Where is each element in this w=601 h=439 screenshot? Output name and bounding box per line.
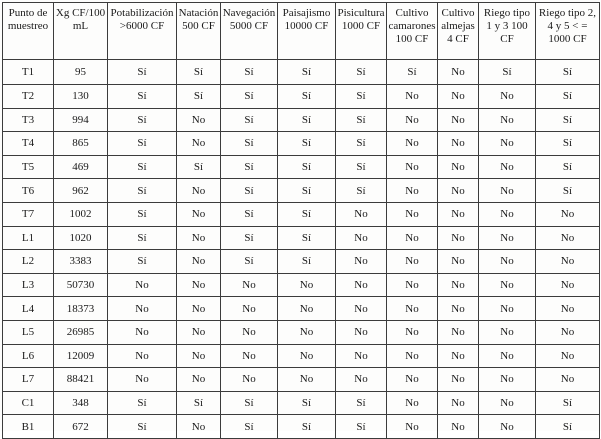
suitability-cell: Sí bbox=[336, 179, 387, 203]
suitability-cell: Sí bbox=[536, 415, 600, 439]
suitability-cell: No bbox=[177, 415, 221, 439]
column-header: Cultivo almejas 4 CF bbox=[438, 3, 479, 60]
suitability-cell: Sí bbox=[108, 108, 177, 132]
coliform-count-cell: 1002 bbox=[54, 202, 108, 226]
suitability-cell: No bbox=[536, 250, 600, 274]
suitability-cell: No bbox=[177, 368, 221, 392]
suitability-cell: Sí bbox=[336, 132, 387, 156]
suitability-cell: No bbox=[479, 179, 536, 203]
suitability-cell: No bbox=[479, 202, 536, 226]
suitability-cell: No bbox=[438, 179, 479, 203]
suitability-cell: No bbox=[387, 368, 438, 392]
suitability-cell: No bbox=[536, 297, 600, 321]
suitability-cell: No bbox=[479, 297, 536, 321]
table-row bbox=[3, 85, 600, 109]
suitability-cell: Sí bbox=[536, 108, 600, 132]
suitability-cell: No bbox=[177, 179, 221, 203]
table-row bbox=[3, 415, 600, 439]
suitability-cell: Sí bbox=[221, 415, 278, 439]
suitability-cell: Sí bbox=[336, 415, 387, 439]
suitability-cell: No bbox=[177, 273, 221, 297]
sample-point-cell: C1 bbox=[3, 391, 54, 415]
suitability-cell: Sí bbox=[221, 85, 278, 109]
suitability-cell: No bbox=[177, 344, 221, 368]
suitability-cell: No bbox=[336, 297, 387, 321]
suitability-cell: No bbox=[177, 250, 221, 274]
coliform-count-cell: 18373 bbox=[54, 297, 108, 321]
coliform-count-cell: 88421 bbox=[54, 368, 108, 392]
suitability-cell: No bbox=[387, 179, 438, 203]
suitability-cell: No bbox=[177, 202, 221, 226]
suitability-cell: No bbox=[479, 391, 536, 415]
suitability-cell: Sí bbox=[336, 155, 387, 179]
suitability-cell: Sí bbox=[536, 132, 600, 156]
suitability-cell: No bbox=[438, 344, 479, 368]
suitability-cell: Sí bbox=[536, 60, 600, 85]
suitability-cell: Sí bbox=[536, 391, 600, 415]
suitability-cell: Sí bbox=[108, 415, 177, 439]
suitability-cell: No bbox=[438, 202, 479, 226]
suitability-cell: No bbox=[479, 226, 536, 250]
suitability-cell: No bbox=[479, 132, 536, 156]
suitability-cell: No bbox=[479, 108, 536, 132]
suitability-cell: Sí bbox=[479, 60, 536, 85]
suitability-cell: No bbox=[479, 273, 536, 297]
suitability-cell: No bbox=[177, 108, 221, 132]
suitability-cell: Sí bbox=[108, 391, 177, 415]
suitability-cell: No bbox=[336, 226, 387, 250]
table-row bbox=[3, 391, 600, 415]
suitability-cell: No bbox=[438, 391, 479, 415]
coliform-count-cell: 1020 bbox=[54, 226, 108, 250]
suitability-cell: No bbox=[177, 320, 221, 344]
sample-point-cell: T7 bbox=[3, 202, 54, 226]
suitability-cell: No bbox=[221, 320, 278, 344]
table-row bbox=[3, 250, 600, 274]
coliform-count-cell: 865 bbox=[54, 132, 108, 156]
suitability-cell: Sí bbox=[536, 179, 600, 203]
suitability-cell: Sí bbox=[108, 179, 177, 203]
sample-point-cell: L2 bbox=[3, 250, 54, 274]
suitability-cell: Sí bbox=[221, 250, 278, 274]
sample-point-cell: L1 bbox=[3, 226, 54, 250]
suitability-cell: Sí bbox=[278, 415, 336, 439]
suitability-cell: No bbox=[221, 273, 278, 297]
suitability-cell: No bbox=[278, 320, 336, 344]
suitability-cell: No bbox=[278, 344, 336, 368]
suitability-cell: No bbox=[438, 297, 479, 321]
table-row bbox=[3, 320, 600, 344]
sample-point-cell: T4 bbox=[3, 132, 54, 156]
suitability-cell: No bbox=[108, 344, 177, 368]
suitability-cell: No bbox=[108, 320, 177, 344]
suitability-cell: No bbox=[387, 273, 438, 297]
coliform-count-cell: 469 bbox=[54, 155, 108, 179]
suitability-cell: No bbox=[479, 320, 536, 344]
suitability-cell: Sí bbox=[177, 85, 221, 109]
suitability-cell: No bbox=[387, 108, 438, 132]
suitability-cell: No bbox=[387, 250, 438, 274]
suitability-cell: Sí bbox=[536, 85, 600, 109]
suitability-cell: No bbox=[536, 320, 600, 344]
suitability-cell: Sí bbox=[278, 108, 336, 132]
coliform-count-cell: 672 bbox=[54, 415, 108, 439]
sample-point-cell: L7 bbox=[3, 368, 54, 392]
suitability-cell: Sí bbox=[278, 179, 336, 203]
suitability-cell: No bbox=[438, 108, 479, 132]
coliform-count-cell: 3383 bbox=[54, 250, 108, 274]
suitability-cell: No bbox=[336, 368, 387, 392]
suitability-cell: Sí bbox=[108, 85, 177, 109]
coliform-count-cell: 95 bbox=[54, 60, 108, 85]
suitability-cell: Sí bbox=[278, 132, 336, 156]
suitability-cell: No bbox=[438, 415, 479, 439]
sample-point-cell: L4 bbox=[3, 297, 54, 321]
suitability-cell: No bbox=[108, 368, 177, 392]
column-header: Riego tipo 1 y 3 100 CF bbox=[479, 3, 536, 60]
water-use-table bbox=[2, 2, 600, 439]
coliform-count-cell: 26985 bbox=[54, 320, 108, 344]
coliform-count-cell: 348 bbox=[54, 391, 108, 415]
sample-point-cell: T2 bbox=[3, 85, 54, 109]
suitability-cell: No bbox=[387, 85, 438, 109]
suitability-cell: No bbox=[438, 368, 479, 392]
column-header: Cultivo camarones 100 CF bbox=[387, 3, 438, 60]
suitability-cell: No bbox=[479, 250, 536, 274]
table-row bbox=[3, 368, 600, 392]
suitability-cell: No bbox=[336, 273, 387, 297]
suitability-cell: No bbox=[336, 202, 387, 226]
table-row bbox=[3, 297, 600, 321]
suitability-cell: Sí bbox=[221, 108, 278, 132]
suitability-cell: No bbox=[536, 202, 600, 226]
suitability-cell: No bbox=[479, 368, 536, 392]
table-row bbox=[3, 155, 600, 179]
suitability-cell: No bbox=[177, 132, 221, 156]
suitability-cell: No bbox=[387, 155, 438, 179]
suitability-cell: No bbox=[536, 368, 600, 392]
table-row bbox=[3, 108, 600, 132]
suitability-cell: Sí bbox=[221, 391, 278, 415]
suitability-cell: No bbox=[438, 273, 479, 297]
column-header: Riego tipo 2, 4 y 5 < = 1000 CF bbox=[536, 3, 600, 60]
suitability-cell: No bbox=[387, 415, 438, 439]
column-header: Punto de muestreo bbox=[3, 3, 54, 60]
suitability-cell: Sí bbox=[336, 60, 387, 85]
suitability-cell: Sí bbox=[108, 60, 177, 85]
suitability-cell: No bbox=[536, 226, 600, 250]
coliform-count-cell: 12009 bbox=[54, 344, 108, 368]
suitability-cell: No bbox=[438, 250, 479, 274]
suitability-cell: Sí bbox=[177, 391, 221, 415]
suitability-cell: No bbox=[387, 344, 438, 368]
suitability-cell: No bbox=[387, 391, 438, 415]
suitability-cell: Sí bbox=[278, 60, 336, 85]
suitability-cell: No bbox=[479, 344, 536, 368]
header-row bbox=[3, 3, 600, 60]
suitability-cell: Sí bbox=[108, 226, 177, 250]
suitability-cell: No bbox=[221, 368, 278, 392]
suitability-cell: Sí bbox=[336, 391, 387, 415]
suitability-cell: No bbox=[479, 85, 536, 109]
suitability-cell: Sí bbox=[108, 202, 177, 226]
coliform-count-cell: 130 bbox=[54, 85, 108, 109]
suitability-cell: Sí bbox=[278, 85, 336, 109]
suitability-cell: No bbox=[479, 155, 536, 179]
sample-point-cell: L5 bbox=[3, 320, 54, 344]
suitability-cell: No bbox=[278, 368, 336, 392]
coliform-count-cell: 50730 bbox=[54, 273, 108, 297]
suitability-cell: No bbox=[221, 297, 278, 321]
suitability-cell: No bbox=[387, 297, 438, 321]
table-row bbox=[3, 226, 600, 250]
suitability-cell: Sí bbox=[221, 132, 278, 156]
suitability-cell: Sí bbox=[177, 155, 221, 179]
suitability-cell: Sí bbox=[336, 108, 387, 132]
sample-point-cell: L3 bbox=[3, 273, 54, 297]
suitability-cell: Sí bbox=[177, 60, 221, 85]
suitability-cell: No bbox=[438, 60, 479, 85]
suitability-cell: No bbox=[278, 297, 336, 321]
suitability-cell: No bbox=[387, 132, 438, 156]
suitability-cell: Sí bbox=[108, 155, 177, 179]
suitability-cell: No bbox=[108, 297, 177, 321]
column-header: Xg CF/100 mL bbox=[54, 3, 108, 60]
suitability-cell: No bbox=[278, 273, 336, 297]
suitability-cell: No bbox=[336, 250, 387, 274]
suitability-cell: Sí bbox=[221, 155, 278, 179]
suitability-cell: Sí bbox=[387, 60, 438, 85]
sample-point-cell: T6 bbox=[3, 179, 54, 203]
suitability-cell: Sí bbox=[336, 85, 387, 109]
sample-point-cell: L6 bbox=[3, 344, 54, 368]
suitability-cell: No bbox=[177, 226, 221, 250]
sample-point-cell: B1 bbox=[3, 415, 54, 439]
column-header: Paisajismo 10000 CF bbox=[278, 3, 336, 60]
suitability-cell: Sí bbox=[108, 250, 177, 274]
sample-point-cell: T3 bbox=[3, 108, 54, 132]
suitability-cell: Sí bbox=[278, 226, 336, 250]
column-header: Natación 500 CF bbox=[177, 3, 221, 60]
suitability-cell: No bbox=[438, 320, 479, 344]
coliform-count-cell: 994 bbox=[54, 108, 108, 132]
column-header: Pisicultura 1000 CF bbox=[336, 3, 387, 60]
suitability-cell: Sí bbox=[278, 202, 336, 226]
suitability-cell: Sí bbox=[536, 155, 600, 179]
suitability-cell: No bbox=[479, 415, 536, 439]
sample-point-cell: T5 bbox=[3, 155, 54, 179]
table-row bbox=[3, 202, 600, 226]
coliform-count-cell: 962 bbox=[54, 179, 108, 203]
suitability-cell: No bbox=[387, 226, 438, 250]
table-row bbox=[3, 60, 600, 85]
suitability-cell: No bbox=[221, 344, 278, 368]
suitability-cell: No bbox=[177, 297, 221, 321]
suitability-cell: Sí bbox=[221, 226, 278, 250]
sample-point-cell: T1 bbox=[3, 60, 54, 85]
suitability-cell: No bbox=[387, 202, 438, 226]
suitability-cell: No bbox=[536, 344, 600, 368]
suitability-cell: No bbox=[438, 132, 479, 156]
table-body bbox=[3, 60, 600, 439]
suitability-cell: Sí bbox=[108, 132, 177, 156]
table-row bbox=[3, 132, 600, 156]
suitability-cell: No bbox=[438, 85, 479, 109]
suitability-cell: No bbox=[387, 320, 438, 344]
suitability-cell: No bbox=[438, 226, 479, 250]
suitability-cell: No bbox=[108, 273, 177, 297]
suitability-cell: Sí bbox=[278, 250, 336, 274]
suitability-cell: Sí bbox=[221, 60, 278, 85]
table-row bbox=[3, 344, 600, 368]
suitability-cell: No bbox=[336, 320, 387, 344]
table-row bbox=[3, 179, 600, 203]
suitability-cell: Sí bbox=[221, 179, 278, 203]
table-row bbox=[3, 273, 600, 297]
suitability-cell: Sí bbox=[278, 391, 336, 415]
suitability-cell: Sí bbox=[278, 155, 336, 179]
column-header: Navegación 5000 CF bbox=[221, 3, 278, 60]
suitability-cell: No bbox=[438, 155, 479, 179]
column-header: Potabilización >6000 CF bbox=[108, 3, 177, 60]
suitability-cell: Sí bbox=[221, 202, 278, 226]
suitability-cell: No bbox=[336, 344, 387, 368]
suitability-cell: No bbox=[536, 273, 600, 297]
